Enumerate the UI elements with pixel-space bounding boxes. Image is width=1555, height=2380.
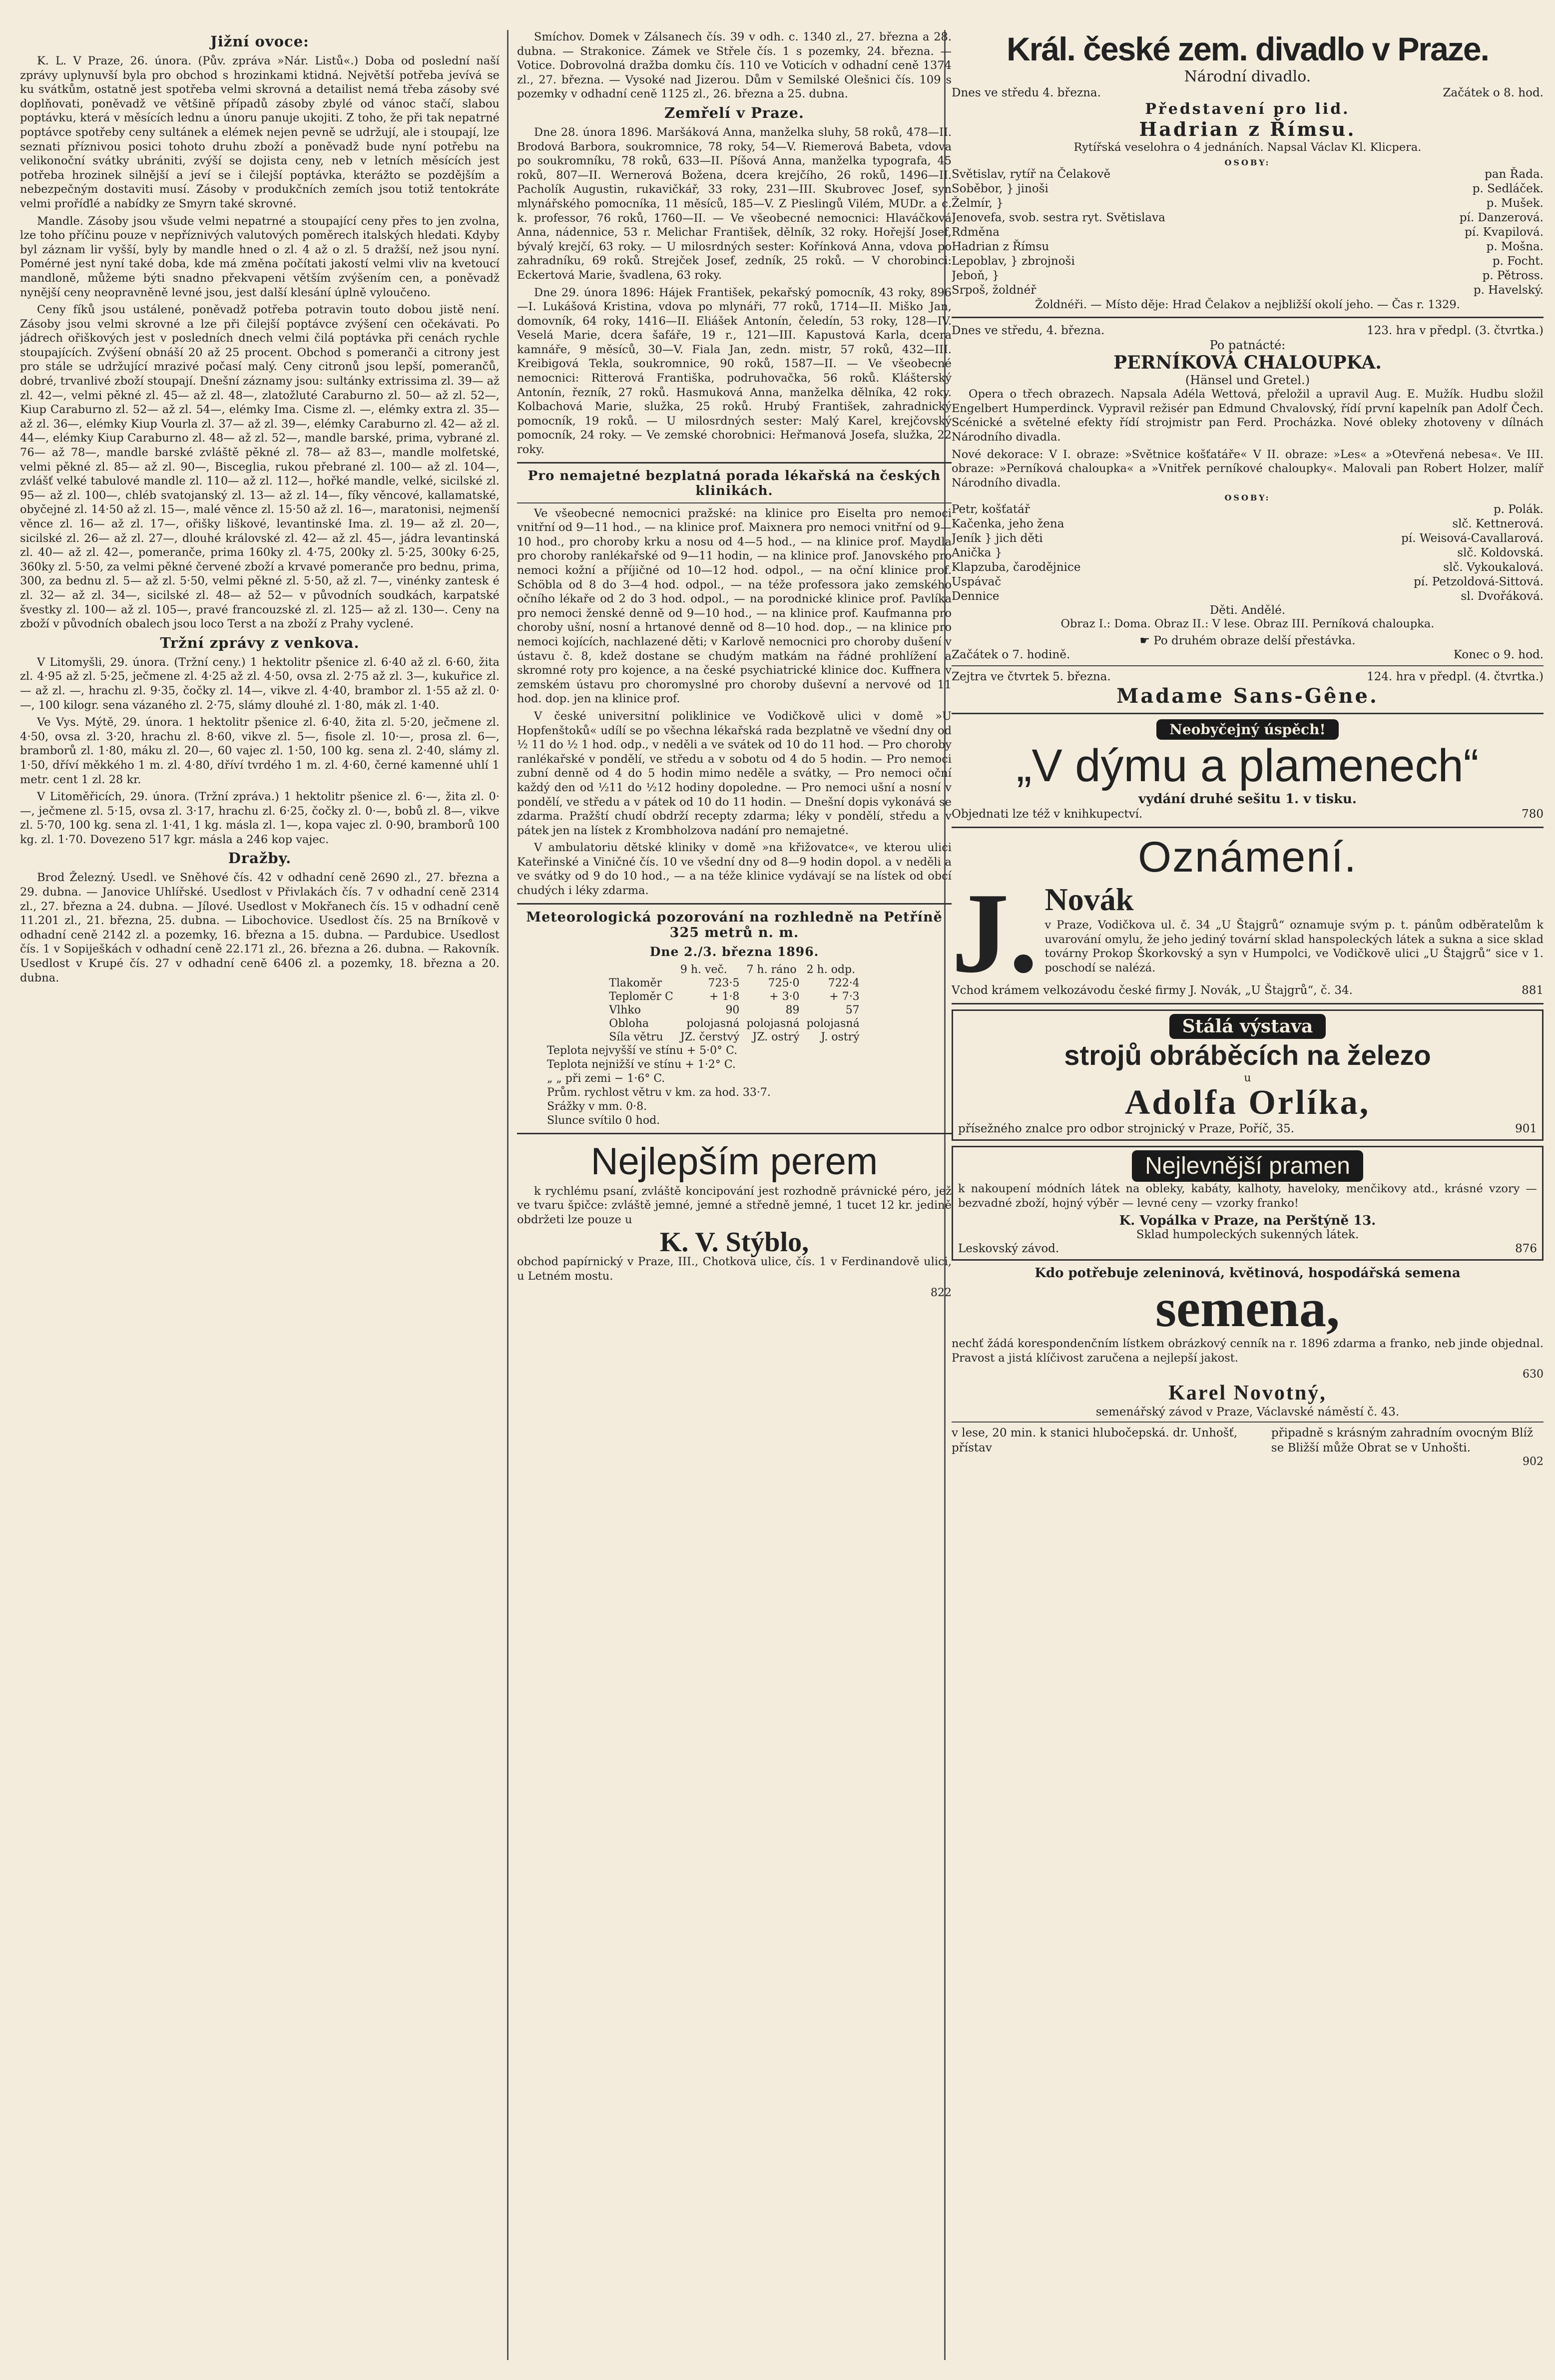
perf-line [952,647,1544,662]
article-paragraph: Ceny fíků jsou ustálené, poněvadž potřeba potravin touto dobou jistě není. Zásoby jsou velmi skrovné a lze při čilejší poptávce zvýšení cen očekávati. Po jádrech ořiškových jest v posledních dnech velmi čilá poptávka při cenách rychle stoupajících. Zvýšení obnáší 20 až 25 procent. Obchod s pomeranči a citrony jest pro stále se udržující mrazivé počasí malý. Ceny citronů jsou lepší, pomerančů, dobré, trvanlivé zboží stoupají. Dnešní záznamy jsou: sultánky extrissima zl. 39— až zl. 42—, velmi pěkné zl. 45— až zl. 48—, zlatožluté Caraburno zl. 50— až zl. 52—, Kiup Caraburno zl. 52— až zl. 54—, elémky Ima. Cisme zl. —, elémky extra zl. 35— až zl. 36—, elémky Kiup Vourla zl. 37— až zl. 39—, elémky Caraburno zl. 42— až zl. 44—, elémky Kiup Caraburno zl. 48— až zl. 52—, mandle barské, prima, vybrané zl. 76— až 78—, mandle barské zvláště pěkné zl. 78— až 83—, mandle molfetské, velmi pěkné zl. 85— až zl. 90—, Bisceglia, rukou přebrané zl. 100— až zl. 104—, zvlášť velké tabulové mandle zl. 110— až zl. 112—, hořké mandle, velké, sicilské zl. 95— až zl. 100—, chléb svatojanský zl. 13— až zl. 14—, fíky věncové, kallamatské, obyčejné zl. 14·50 až zl. 15—, malé věnce zl. 15·50 až zl. 16—, maratonisi, nejmenší věnce zl. 16— až zl. 17—, ořišky liškové, levantinské Ima. zl. 19— až zl. 20—, sicilské zl. 26— až zl. 27—, dlouhé královské zl. 42— až zl. 45—, jádra levantinská zl. 40— až zl. 42—, pomeranče, prima 160ky zl. 4·75, 200ky zl. 5·25, 300ky 6·25, 360ky zl. 5·50, za velmi pěkné červené zboží a krvavé pomeranče pro bednu, prima, 300, za bednu zl. 5— až zl. 5·50, velmi pěkné zl. 5·50, až zl. 7—, vinénky zantesk é zl. 32— až zl. 34—, sicilské zl. 48— až 52— v původních soudkách, karpatské švestky zl. 100— až zl. 105—, pravé francouzské zl. zl. 125— až zl. 130—. Ceny na zboží v původních obalech jsou loco Terst a na zboží z Prahy vyclené. [20,303,500,631]
cast-row [952,240,1544,254]
section-heading: Dražby. [228,850,292,867]
table-cell: Síla větru [609,1030,663,1043]
actor: p. Polák. [1493,503,1544,516]
actor: slč. Vykoukalová. [1443,561,1544,574]
perf-title: PERNÍKOVÁ CHALOUPKA. [1113,352,1382,374]
article-paragraph: Mandle. Zásoby jsou všude velmi nepatrné a stoupající ceny přes to jen zvolna, lze toho příčinu pouze v nepříznivých valutových poměrech italských hledati. Kdyby byl záznam lir vyšší, byly by mandle hned o zl. 4 až o zl. 5 dražší, než jsou nyní. Pomérné jest nyní také doba, kde má změna počítati jakostí velmi vliv na kvetoucí mandloně, můžeme býti snadno překvapeni větším zvýšením cen, a poněvadž nynější ceny neopravněně levné jsou, jest další klesání úplně vyloučeno. [20,214,500,299]
seeds-head: Kdo potřebuje zeleninová, květinová, hospodářská semena [1035,1266,1461,1281]
cast-row [952,269,1544,283]
article-paragraph: Brod Železný. Usedl. ve Sněhové čís. 42 v odhadní ceně 2690 zl., 27. března a 29. dubna. — Janovice Uhlířské. Usedlost v Přivlakách čís. 7 v odhadní ceně 2314 zl., 27. března a 24. dubna. — Jílové. Usedlost v Mokřanech čís. 15 v odhadní ceně 11.201 zl., 21. března, 25. dubna. — Libochovice. Usedlost čís. 25 na Brníkově v odhadní ceně 2142 zl. a pozemky, 16. března a 15. dubna. — Pardubice. Usedlost čís. 1 v Sopiješkách v odhadní ceně 22.171 zl., 26. března a 26. dubna. — Rakovník. Usedlost v Krupé čís. 27 v odhadní ceně 6406 zl. a pozemky, 18. března a 20. dubna. [20,871,500,984]
table-row [605,1030,863,1044]
ad-number: 902 [1523,1455,1544,1468]
article-paragraph: Ve Vys. Mýtě, 29. února. 1 hektolitr pšenice zl. 6·40, žita zl. 5·20, ječmene zl. 4·50, ovsa zl. 3·20, hrachu zl. 8·60, vikve zl. 5—, fisole zl. 10·—, prosa zl. 6—, bramborů zl. 1·80, máku zl. 20—, 60 vajec zl. 1·50, 100 kg. sena zl. 2·40, slámy zl. 1·50, dříví měkkého 1 m. zl. 4·80, dříví tvrdého 1 m. zl. 4·60, černé kamenné uhlí 1 metr. cent 1 zl. 28 kr. [20,716,500,786]
actor: p. Pětross. [1482,269,1544,282]
actor: slč. Kettnerová. [1452,517,1544,531]
divider [952,665,1544,666]
table-cell: JZ. ostrý [752,1030,800,1043]
perf-deco: Nové dekorace: V I. obraze: »Světnice košťatáře« V II. obraze: »Les« a »Otevřená nebesa«. Ve III. obraze: »Perníková chaloupka« a »Vnitřek perníkové chaloupky«. Malovali pan Robert Holzer, malíř Národního divadla. [952,448,1544,489]
role: Dennice [952,590,1000,603]
divider [952,1003,1544,1004]
table-cell: J. ostrý [821,1030,860,1043]
perf-end: Konec o 9. hod. [1453,648,1544,661]
divider [517,903,952,905]
table-row [605,990,863,1003]
expo-u: u [1244,1071,1251,1084]
role: Uspávač [952,575,1002,589]
actor: pí. Petzoldová-Sittová. [1414,575,1544,589]
ad-headline: Nejlepším perem [590,1140,878,1183]
cast-row [952,517,1544,531]
actor: p. Havelský. [1473,283,1544,297]
article-paragraph: V Litoměřicích, 29. února. (Tržní zpráva.) 1 hektolitr pšenice zl. 6·—, žita zl. 0·—, ječmene zl. 5·15, ovsa zl. 3·17, hrachu zl. 6·25, čočky zl. 0·—, bobů zl. 8—, vikve zl. 5·70, 100 kg. sena zl. 1·41, 1 kg. másla zl. 1—, kopa vajec zl. 0·90, bramborů 100 kg. zl. 1·70. Dovezeno 517 kgr. másla a 246 kop vajec. [20,790,500,846]
book-ad [952,719,1544,740]
perf-date: Dnes ve středu, 4. března. [952,324,1105,338]
table-cell: polojasná [686,1017,740,1030]
article-paragraph: V české universitní poliklinice ve Vodičkově ulici v domě »U Hopfenštoků« udílí se po všechna lékařská rada bezplatně ve všední dny od ½ 11 do ½ 1 hod. odp., v neděli a ve svátek od 10 do 11 hod. — Pro choroby ranlékařské v pondělí, ve středu a v sobotu od 4 do 5 hodin. — Pro nemoci zubní denně od 4 do 5 hodin mimo neděle a svátky, — Pro nemoci oční každý den od ½11 do ½12 hodiny dopoledne. — Pro nemoci ušní a nosní v pondělí, ve středu a v pátek od 10 do 11 hodin. — Dnešní dopis vykonává se zdarma. Pražští chudí obdrží recepty zdarma; léky v pondělí, středu a v pátek jen na lístek z Krombholzova nadání pro nemajetné. [517,709,952,837]
source-text: k nakoupení módních látek na obleky, kabáty, kalhoty, haveloky, menčikovy atd., krásné vzory — bezvadné zboží, hojný výběr — levné ceny — vzorky franko! [958,1182,1537,1210]
perf-sub: 123. hra v předpl. (3. čtvrtka.) [1367,324,1544,338]
meteo-table [605,963,863,1044]
ad-number: 881 [1522,983,1544,997]
novak-text: v Praze, Vodičkova ul. č. 34 „U Štajgrů“ oznamuje svým p. t. pánům odběratelům k uvarování omylu, že jeho jediný tovární sklad hanspoleckých látek a sukna a sice sklad továrny Prokop Škorkovský a syn v Humpolci, ve Vodičkově ulici „U Štajgrů“ sice v 1. poschodí se nalézá. [1044,918,1544,974]
perf-scene: Obraz I.: Doma. Obraz II.: V lese. Obraz III. Perníková chaloupka. [1060,617,1435,631]
divider [952,1422,1544,1423]
column-2 [517,30,952,2360]
table-cell: polojasná [806,1017,860,1030]
perf-title-de: (Hänsel und Gretel.) [1185,373,1310,388]
cast-row [952,167,1544,182]
divider [517,1133,952,1134]
actor: p. Sedláček. [1472,182,1544,195]
seeds-firm: Karel Novotný, [1168,1382,1327,1405]
column-1 [20,30,500,2360]
perf-scene: Žoldnéři. — Místo děje: Hrad Čelakov a nejbližší okolí jeho. — Čas r. 1329. [1035,298,1460,311]
cast-row [952,546,1544,560]
table-row [605,1017,863,1030]
cast-row [952,283,1544,298]
column-rule [507,30,509,2360]
column-3 [952,30,1544,2360]
perf-break [952,634,1544,647]
expo-line [958,1121,1537,1136]
perf-title: Hadrian z Římsu. [1139,118,1356,140]
perf-date: Dnes ve středu 4. března. [952,86,1101,99]
expo-mid: strojů obráběcích na železo [1064,1039,1431,1071]
expo-addr: přísežného znalce pro odbor strojnický v Praze, Poříč, 35. [958,1122,1295,1135]
source-sub: Sklad humpoleckých sukenných látek. [1136,1228,1359,1242]
cast-row [952,211,1544,225]
actor: pí. Danzerová. [1459,211,1544,224]
perf-po: Po patnácté: [1209,338,1286,353]
cast-row [952,502,1544,517]
book-title: „V dýmu a plamenech“ [1016,740,1479,791]
expo-name: Adolfa Orlíka, [1124,1083,1371,1122]
perf-date: Zejtra ve čtvrtek 5. března. [952,670,1111,683]
table-cell: + 3·0 [769,990,800,1003]
ad-firm: K. V. Stýblo, [659,1227,809,1258]
perf-sub: 124. hra v předpl. (4. čtvrtka.) [1367,670,1544,683]
perf-start: Začátek o 8. hod. [1443,86,1544,99]
seeds-addr: semenářský závod v Praze, Václavské náměstí č. 43. [1095,1406,1400,1419]
perf-break-text: Po druhém obraze delší přestávka. [1153,634,1356,647]
cast-extra: Děti. Andělé. [1209,604,1286,617]
table-cell: 723·5 [708,976,740,989]
actor: p. Focht. [1492,254,1544,268]
section-heading: Pro nemajetné bezplatná porada lékařská na českých klinikách. [527,468,941,498]
table-cell: 89 [785,1003,800,1016]
meteo-line: Prům. rychlost větru v km. za hod. 33·7. [547,1086,771,1099]
novak-line [952,983,1544,998]
last-right: připadně s krásným zahradním ovocným Blíž se Bližší může Obrat se v Unhošti. [1271,1427,1533,1455]
actor: p. Mošna. [1486,240,1544,253]
role: Petr, košťatář [952,503,1030,516]
novak-name: Novák [1044,881,1134,917]
source-title-wrap [958,1150,1537,1182]
table-cell: Obloha [609,1017,649,1030]
role: Lepoblav, } zbrojnoši [952,254,1075,268]
role: Světislav, rytíř na Čelakově [952,167,1111,181]
table-cell: 2 h. odp. [806,963,856,976]
seeds-title: semena, [1155,1279,1340,1339]
ad-number: 901 [1515,1122,1537,1135]
article-paragraph: Ve všeobecné nemocnici pražské: na klinice pro Eiselta pro nemoci vnitřní od 9—11 hod., — na klinice prof. Maixnera pro nemoci vnitřní od 9—10 hod., pro choroby krku a nosu od 4—5 hod., — na klinice prof. Maydla pro choroby ranlékařské od 9—11 hodin, — na klinice prof. Janovského pro nemoci kožní a příjičné od 10—12 hod. odpol., — na oční klinice prof. Schöbla od 8 do 3—4 hod. odpol., — na téže professora jako zemského očního lékaře od 2 do 3 hod. odpol., — na porodnické klinice prof. Pavlíka pro nemoci ženské denně od 9—10 hod., — na klinice prof. Kaufmanna pro choroby ušní, nosní a hrtanové denně od 8—10 hod. dop., — na klinice pro nemoci kojících, nachlazené děti; v Karlově nemocnici pro choroby dušení v ústavu č. 8, kdež dostane se chudým matkám na řádné prohlížení a skromné roty pro kojence, a na české psychiatrické klinice doc. Kuffnera v zemském ústavu pro choromyslné pro choroby duševní a nervové od 11 hod. dop. jen na klinice prof. [517,506,952,706]
table-cell: 7 h. ráno [746,963,797,976]
perf-desc: Rytířská veselohra o 4 jednáních. Napsal Václav Kl. Klicpera. [1073,141,1422,154]
theater-title: Král. české zem. divadlo v Praze. [1007,30,1489,67]
seeds-text: nechť žádá korespondenčním lístkem obrázkový cenník na r. 1896 zdarma a franko, neb jinde objednal. Pravost a jistá klíčivost zaručena a nejlepší jakost. [952,1337,1544,1365]
role: Jeník } jich děti [952,532,1043,545]
source-firm: K. Vopálka v Praze, na Perštýně 13. [1119,1213,1376,1229]
divider [517,462,952,464]
expo-top: Stálá výstava [1169,1014,1326,1039]
cast-row [952,196,1544,211]
actor: p. Mušek. [1486,196,1544,210]
meteo-date: Dne 2./3. března 1896. [649,944,819,959]
ad-text: k rychlému psaní, zvláště koncipování jest rozhodně právnické péro, jež ve tvaru špičce: zvláště jemné, jemné a středně jemné, 1 tucet 12 kr. jedině obdržeti lze pouze u [517,1184,952,1226]
perf-start: Začátek o 7. hodině. [952,648,1070,661]
table-cell: polojasná [746,1017,800,1030]
table-row [605,963,863,976]
perf-line [952,323,1544,338]
novak-ad [952,881,1544,983]
table-row [605,1003,863,1017]
role: Kačenka, jeho žena [952,517,1064,531]
meteo-line: Slunce svítilo 0 hod. [547,1114,660,1127]
cast-row [952,182,1544,196]
novak-initial: J. [952,881,1038,983]
role: Hadrian z Římsu [952,240,1049,253]
table-cell: JZ. čerstvý [680,1030,740,1043]
ad-number: 876 [1515,1242,1537,1256]
section-heading: Jižní ovoce: [210,33,309,50]
cast-row [952,254,1544,269]
meteo-line: Teplota nejvyšší ve stínu + 5·0° C. [547,1044,738,1057]
perf-note: Představení pro lid. [1145,100,1350,118]
role: Jenovefa, svob. sestra ryt. Světislava [952,211,1165,224]
ad-number: 780 [1522,807,1544,821]
table-cell: 9 h. več. [680,963,727,976]
divider [517,502,952,503]
book-sub: vydání druhé sešitu 1. v tisku. [1138,791,1357,807]
source-ad [952,1146,1544,1261]
article-paragraph: Dne 29. února 1896: Hájek František, pekařský pomocník, 43 roky, 896—I. Lukášová Kristina, vdova po mlynáři, 77 roků, 1714—II. Miško Jan, domovník, 64 roky, 1416—II. Eliášek Antonín, čeledín, 53 roky, 128—IV. Veselá Marie, dcera šafáře, 19 r., 121—III. Kapustová Karla, dcera kamnáře, 9 měsíců, 30—V. Fiala Jan, zedn. mistr, 57 roků, 432—III. Kreibigová Tekla, soukromnice, 90 roků, 1587—II. — Ve všeobecné nemocnici: Ritterová Františka, podruhovačka, 56 roků. Klášterský Antonín, řezník, 27 roků. Hasmuková Anna, manželka dělníka, 42 roky. Kolbachová Marie, služka, 25 roků. Hrubý František, zahradnický pomocník, 19 roků. — U milosrdných sester: Malý Karel, krejčovský pomocník, 24 roky. — Ve zemské chorobnici: Heřmanová Josefa, služka, 22 roky. [517,286,952,457]
cast-heading: OSOBY: [1224,157,1271,167]
ad-number: 630 [1523,1368,1544,1381]
expo-ad [952,1009,1544,1141]
cast-row [952,225,1544,240]
table-cell: + 7·3 [829,990,860,1003]
expo-top-wrap [958,1014,1537,1039]
table-cell: + 1·8 [709,990,740,1003]
theater-subtitle: Národní divadlo. [1184,68,1311,85]
role: Jeboň, } [952,269,1000,282]
last-left: v lese, 20 min. k stanici hlubočepská. dr. Unhošť, přístav [952,1427,1238,1455]
book-badge: Neobyčejný úspěch! [1156,719,1339,740]
section-heading: Tržní zprávy z venkova. [160,634,360,651]
cast-row [952,575,1544,589]
article-paragraph: Smíchov. Domek v Zálsanech čís. 39 v odh. c. 1340 zl., 27. března a 28. dubna. — Strakonice. Zámek ve Střele čís. 1 s pozemky, 24. března. — Votice. Dobrovolná dražba domku čís. 110 ve Voticích v odhadní ceně 1374 zl., 27. března. — Vysoké nad Jizerou. Dům v Semilské Olešnici čís. 109 s pozemky v odhadní ceně 1125 zl., 26. března a 25. dubna. [517,30,952,101]
ad-number: 822 [931,1286,952,1299]
divider [952,827,1544,828]
role: Želmír, } [952,196,1004,210]
actor: pí. Weisová-Cavallarová. [1401,532,1544,545]
role: Rdměna [952,225,1000,239]
perf-desc: Opera o třech obrazech. Napsala Adéla Wettová, přeložil a upravil Aug. E. Mužík. Hudbu složil Engelbert Humperdinck. Vypravil režisér pan Edmund Chvalovský, řídí první kapelník pan Adolf Čech. Scénické a světelné efekty řídí strojmistr pan Ferd. Procházka. Nové obleky zhotoveny v dílnách Národního divadla. [952,388,1544,444]
article-paragraph: K. L. V Praze, 26. února. (Pův. zpráva »Nár. Listů«.) Doba od poslední naší zprávy uplynuvší byla pro obchod s hrozinkami ktidná. Největší potřeba jevívá se ku svátkům, ostatně jest spotřeba velmi skrovná a detailist nemá třeba zásoby své doplňovati, poněvadž ve většině případů zásoby zbylé od vánoc stačí, slabou poptávku, která v měsících lednu a únoru panuje ukojiti. Z toho, že při tak nepatrné poptávce spotřeby ceny sultánek a elémek nejen pevně se udržují, ale i stoupají, lze seznati příznivou posici tohoto druhu zboží a poněvadž bude nyní potřebu na velikonoční svátky ubrániti, zvýší se dojista ceny, neb v letních měsících jest potřeba hrozinek silnější a jeví se i čilejší poptávka, kterážto se pozdějším a nebezpečným dostaviti musí. Zásoby v produkčních zemích jsou totiž tentokráte velmi proříďlé a nabídky ze Smyrn také skrovné. [20,54,500,210]
cast-heading: OSOBY: [1224,493,1271,503]
meteo-line: „ „ při zemi − 1·6° C. [547,1072,665,1085]
perf-title: Madame Sans-Gêne. [1116,684,1379,708]
table-cell: 725·0 [768,976,800,989]
section-heading: Meteorologická pozorování na rozhledně na Petříně 325 metrů n. m. [526,909,943,941]
table-cell [605,963,677,976]
meteo-line: Srážky v mm. 0·8. [547,1100,647,1113]
actor: pí. Kvapilová. [1465,225,1544,239]
role: Srpoš, žoldnéř [952,283,1037,297]
cast-row [952,560,1544,575]
source-line [958,1241,1537,1256]
table-cell: Vlhko [609,1003,641,1016]
actor: slč. Koldovská. [1457,546,1544,560]
role: Anička } [952,546,1003,560]
article-paragraph: V ambulatoriu dětské kliniky v domě »na křižovatce«, ve kterou ulici Kateřinské a Viničné čís. 10 ve všední dny od 8—9 hodin dopol. a v neděli a ve svátky od 9 do 10 hod., — a na téže klinice vydávají se na lístek od obcí chudých i léky zdarma. [517,841,952,898]
novak-foot: Vchod krámem velkozávodu české firmy J. Novák, „U Štajgrů“, č. 34. [952,983,1353,997]
perf-line [952,85,1544,100]
ad-address: obchod papírnický v Praze, III., Chotkova ulice, čís. 1 v Ferdinandově ulici, u Letném mostu. [517,1255,952,1283]
meteo-extra [517,1044,952,1128]
pointing-hand-icon: ☛ [1139,634,1154,647]
role: Soběbor, } jinoši [952,182,1048,195]
actor: sl. Dvořáková. [1461,590,1544,603]
divider [952,317,1544,318]
section-heading: Zemřelí v Praze. [664,104,804,121]
table-row [605,976,863,990]
role: Klapzuba, čarodějnice [952,561,1081,574]
table-cell: Tlakoměr [609,976,662,989]
table-cell: Teploměr C [609,990,673,1003]
perf-line [952,669,1544,684]
article-paragraph: V Litomyšli, 29. února. (Tržní ceny.) 1 hektolitr pšenice zl. 6·40 až zl. 6·60, žita zl. 4·95 až zl. 5·25, ječmene zl. 4·25 až zl. 4·50, ovsa zl. 2·75 až zl. 3—, kukuřice zl. — až zl. —, hrachu zl. 9·35, čočky zl. 14—, vikve zl. 4·40, brambor zl. 1·55 až zl. 0·—, 100 kilogr. sena vázaného zl. 2·75, slámy dlouhé zl. 1·80, mák zl. 1·40. [20,655,500,712]
last-ad [952,1426,1544,1455]
table-cell: 57 [845,1003,860,1016]
meteo-line: Teplota nejnižší ve stínu + 1·2° C. [547,1058,736,1071]
divider [952,713,1544,714]
table-cell: 90 [725,1003,740,1016]
cast-row [952,589,1544,604]
source-title: Nejlevnější pramen [1132,1150,1363,1182]
book-order: Objednati lze též v knihkupectví. [952,807,1143,821]
actor: pan Řada. [1485,167,1544,181]
source-sub2: Leskovský závod. [958,1242,1059,1256]
table-cell: 722·4 [828,976,860,989]
article-paragraph: Dne 28. února 1896. Maršáková Anna, manželka sluhy, 58 roků, 478—II. Brodová Barbora, soukromnice, 78 roky, 54—V. Riemerová Babeta, vdova po soukromníku, 78 roků, 633—II. Píšová Anna, manželka typografa, 45 roků, 807—II. Wernerová Božena, dcera krejčího, 26 roků, 1496—II. Pacholík Augustin, rukavičkář, 33 roky, 231—III. Skubrovec Josef, syn mlynářského pomocníka, 11 měsíců, 185—V. Z Pieslingů Vilém, MUDr. a c. k. professor, 76 roků, 1760—II. — Ve všeobecné nemocnici: Hlaváčková Anna, nádennice, 53 r. Melichar František, dělník, 32 roky. Hořejší Josef, bývalý krejčí, 63 roky. — U milosrdných sester: Kořínková Anna, vdova po zahradníku, 69 roků. Strejček Josef, zedník, 25 roků. — V chorobinci: Eckertová Marie, švadlena, 63 roky. [517,125,952,282]
notice-title: Oznámení. [1138,833,1357,881]
cast-row [952,531,1544,546]
book-line [952,807,1544,822]
